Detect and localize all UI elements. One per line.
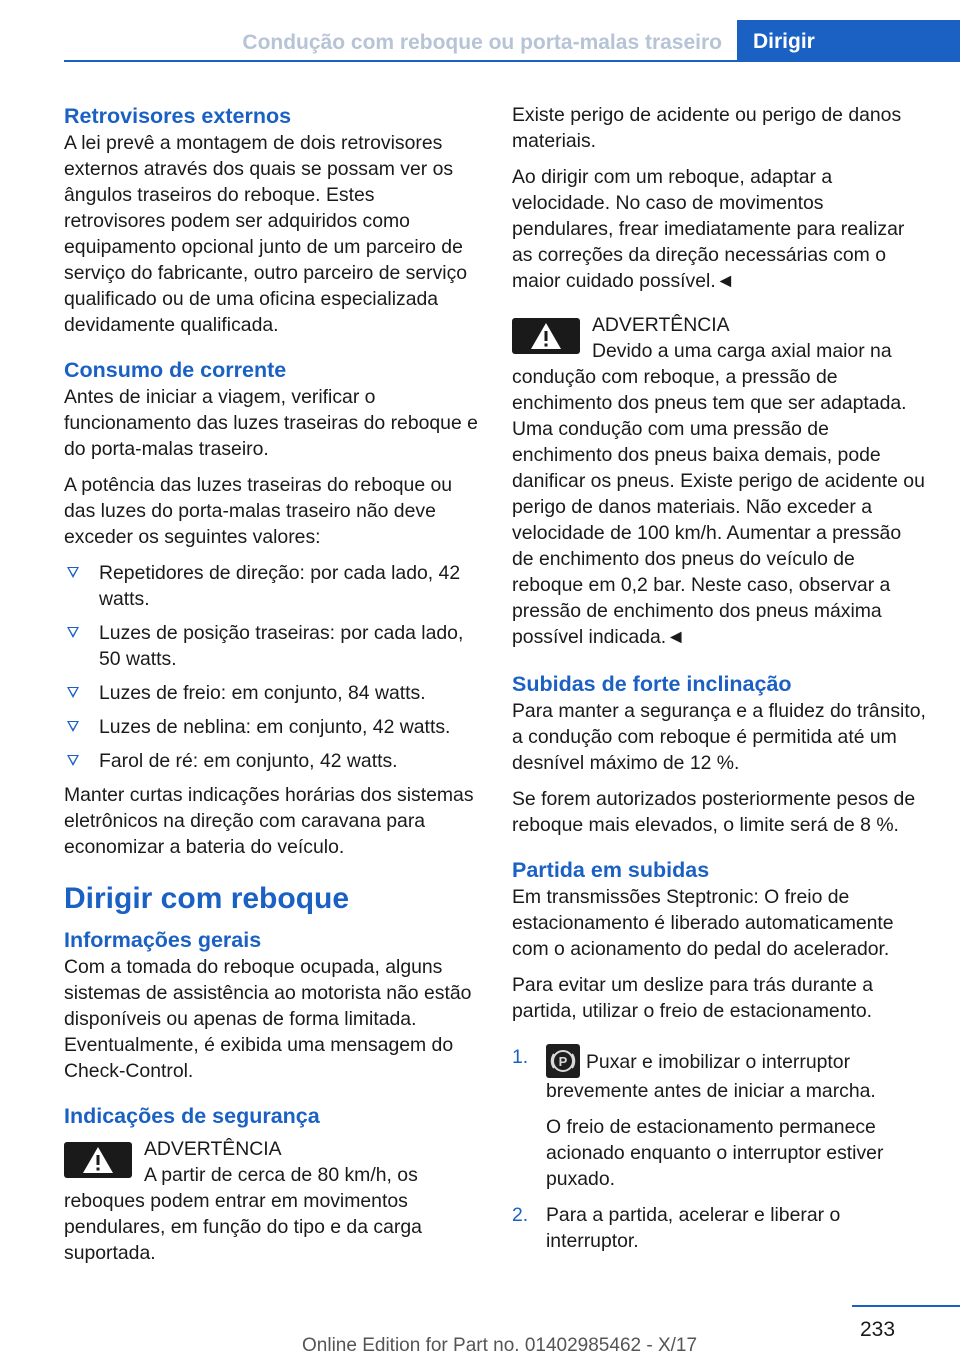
heading-current: Consumo de corrente: [64, 358, 287, 382]
paragraph: A potência das luzes traseiras do reboque ou das luzes do porta-malas traseiro não deve exceder os seguintes valores:: [64, 474, 453, 548]
triangle-bullet-icon: [67, 755, 79, 766]
section-current: [64, 356, 480, 860]
heading-general-info: Informações gerais: [64, 928, 262, 952]
edition-note: Online Edition for Part no. 01402985462 - X/17: [302, 1335, 698, 1356]
section-mirrors: [64, 102, 480, 338]
warning-block: [512, 312, 928, 650]
power-limits-list: [64, 560, 480, 774]
warning-label: ADVERTÊNCIA: [592, 314, 730, 336]
step-text: Puxar e imobilizar o interruptor brevemente antes de iniciar a marcha.: [546, 1051, 876, 1102]
list-item-text: Luzes de freio: em conjunto, 84 watts.: [99, 682, 426, 704]
right-column: [512, 102, 928, 1272]
list-item: [64, 748, 480, 774]
paragraph: Para manter a segurança e a fluidez do trânsito, a condução com reboque é permitida até um desnível máximo de 12 %.: [512, 700, 926, 774]
triangle-bullet-icon: [67, 567, 79, 578]
list-item-text: Repetidores de direção: por cada lado, 42 watts.: [99, 562, 461, 610]
section-general-info: [64, 926, 480, 1084]
paragraph: Antes de iniciar a viagem, verificar o funcionamento das luzes traseiras do reboque e do porta-malas traseiro.: [64, 386, 478, 460]
page-header: [0, 0, 960, 62]
step-item: [512, 1044, 928, 1192]
header-rule: [64, 60, 737, 62]
triangle-bullet-icon: [67, 721, 79, 732]
paragraph: Com a tomada do reboque ocupada, alguns sistemas de assistência ao motorista não estão disponíveis ou apenas de forma limitada. Eventualmente, é exibida uma mensagem do Check-Control.: [64, 956, 472, 1082]
paragraph: Para evitar um deslize para trás durante a partida, utilizar o freio de estacionamento.: [512, 974, 874, 1022]
paragraph: Existe perigo de acidente ou perigo de danos materiais.: [512, 104, 902, 152]
warning-triangle-icon: [512, 318, 580, 354]
section-hill-start: [512, 856, 928, 1254]
section-title: Condução com reboque ou porta-malas traseiro: [242, 31, 722, 54]
warning-text: Devido a uma carga axial maior na condução com reboque, a pressão de enchimento dos pneus tem que ser adaptada. Uma condução com uma pressão de enchimento dos pneus baixa demais, pode danificar os pneus. Existe perigo de acidente ou perigo de danos materiais. Não exceder a velocidade de 100 km/h. Aumentar a pressão de enchimento dos pneus do veículo de reboque em 0,2 bar. Neste caso, observar a pressão de enchimento dos pneus máxima possível indicada.◄: [512, 340, 925, 648]
list-item-text: Luzes de posição traseiras: por cada lado, 50 watts.: [99, 622, 464, 670]
paragraph: Ao dirigir com um reboque, adaptar a velocidade. No caso de movimentos pendulares, frear imediatamente para realizar as correções da direção necessárias com o maior cuidado possível.◄: [512, 166, 905, 292]
steps-list: [512, 1044, 928, 1254]
list-item-text: Farol de ré: em conjunto, 42 watts.: [99, 750, 398, 772]
list-item: [64, 680, 480, 706]
triangle-bullet-icon: [67, 687, 79, 698]
heading-steep-slopes: Subidas de forte inclinação: [512, 672, 792, 696]
chapter-title: Dirigir com reboque: [64, 882, 350, 915]
step-number: 1.: [512, 1046, 529, 1068]
step-item: [512, 1202, 928, 1254]
heading-safety: Indicações de segurança: [64, 1104, 320, 1128]
paragraph: Manter curtas indicações horárias dos sistemas eletrônicos na direção com caravana para economizar a bateria do veículo.: [64, 784, 474, 858]
step-text: Para a partida, acelerar e liberar o interruptor.: [546, 1204, 841, 1252]
warning-block: [64, 1136, 480, 1266]
left-column: [64, 102, 480, 1284]
chapter-tab: Dirigir: [737, 20, 960, 62]
warning-label: ADVERTÊNCIA: [144, 1138, 282, 1160]
section-steep-slopes: [512, 670, 928, 838]
paragraph: A lei prevê a montagem de dois retrovisores externos através dos quais se possam ver os ângulos traseiros do reboque. Estes retrovisores podem ser adquiridos como equipamento opcional junto de um parceiro de serviço do fabricante, outro parceiro de serviço qualificado ou de uma oficina especializada devidamente qualificada.: [64, 132, 468, 336]
triangle-bullet-icon: [67, 627, 79, 638]
paragraph: Em transmissões Steptronic: O freio de estacionamento é liberado automaticamente com o acionamento do pedal do acelerador.: [512, 886, 894, 960]
heading-mirrors: Retrovisores externos: [64, 104, 292, 128]
list-item: [64, 714, 480, 740]
list-item-text: Luzes de neblina: em conjunto, 42 watts.: [99, 716, 451, 738]
footer-rule: [852, 1305, 960, 1307]
warning-text: A partir de cerca de 80 km/h, os reboques podem entrar em movimentos pendulares, em função do tipo e da carga suportada.: [64, 1164, 422, 1264]
section-safety: [64, 1102, 480, 1266]
list-item: [64, 560, 480, 612]
warning-triangle-icon: [64, 1142, 132, 1178]
page-number: 233: [860, 1318, 896, 1341]
list-item: [64, 620, 480, 672]
paragraph: Se forem autorizados posteriormente pesos de reboque mais elevados, o limite será de 8 %.: [512, 788, 916, 836]
svg-text:P: P: [558, 1054, 568, 1069]
step-number: 2.: [512, 1204, 529, 1226]
parking-brake-icon: [546, 1044, 580, 1078]
step-subtext: O freio de estacionamento permanece acionado enquanto o interruptor estiver puxado.: [546, 1116, 884, 1190]
heading-hill-start: Partida em subidas: [512, 858, 710, 882]
